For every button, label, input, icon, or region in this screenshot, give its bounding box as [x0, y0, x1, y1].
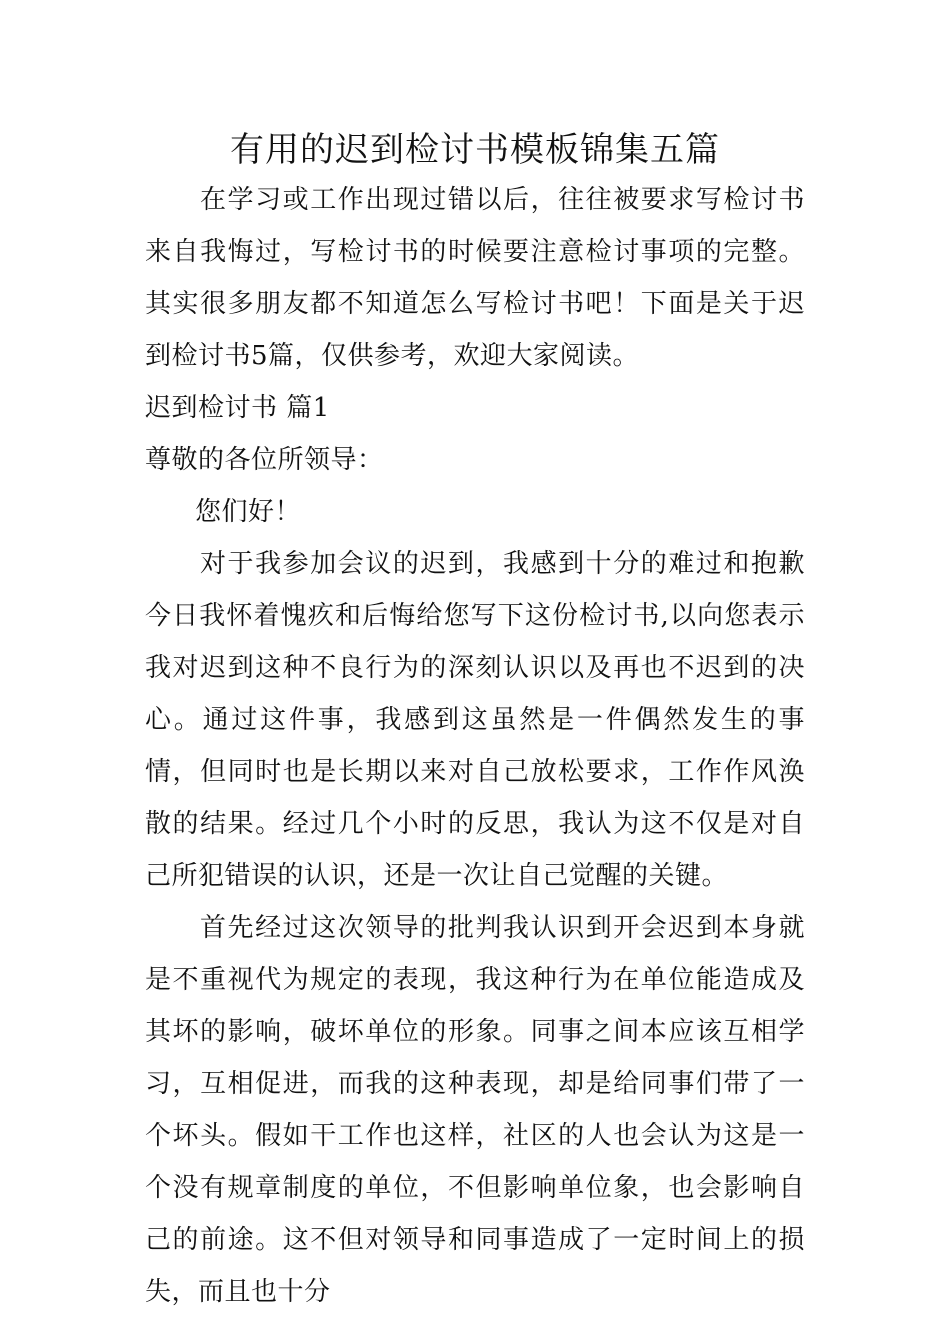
- intro-paragraph: 在学习或工作出现过错以后，往往被要求写检讨书来自我悔过，写检讨书的时候要注意检讨事项的完整。其实很多朋友都不知道怎么写检讨书吧！下面是关于迟到检讨书5篇，仅供参考，欢迎大家阅读。: [145, 185, 805, 371]
- document-title: 有用的迟到检讨书模板锦集五篇: [230, 130, 720, 170]
- section-heading: 迟到检讨书 篇1: [145, 393, 330, 423]
- salutation: 尊敬的各位所领导：: [145, 445, 384, 475]
- body-paragraph-2: 首先经过这次领导的批判我认识到开会迟到本身就是不重视代为规定的表现，我这种行为在单位能造成及其坏的影响，破坏单位的形象。同事之间本应该互相学习，互相促进，而我的这种表现，却是给同事们带了一个坏头。假如干工作也这样，社区的人也会认为这是一个没有规章制度的单位，不但影响单位象，也会影响自己的前途。这不但对领导和同事造成了一定时间上的损失，而且也十分: [145, 913, 805, 1307]
- body-paragraph-1: 对于我参加会议的迟到，我感到十分的难过和抱歉今日我怀着愧疚和后悔给您写下这份检讨书,以向您表示我对迟到这种不良行为的深刻认识以及再也不迟到的决心。通过这件事，我感到这虽然是一件偶然发生的事情，但同时也是长期以来对自己放松要求，工作作风涣散的结果。经过几个小时的反思，我认为这不仅是对自己所犯错误的认识，还是一次让自己觉醒的关键。: [145, 549, 805, 891]
- greeting: 您们好！: [195, 497, 302, 527]
- document-body: [145, 174, 805, 1318]
